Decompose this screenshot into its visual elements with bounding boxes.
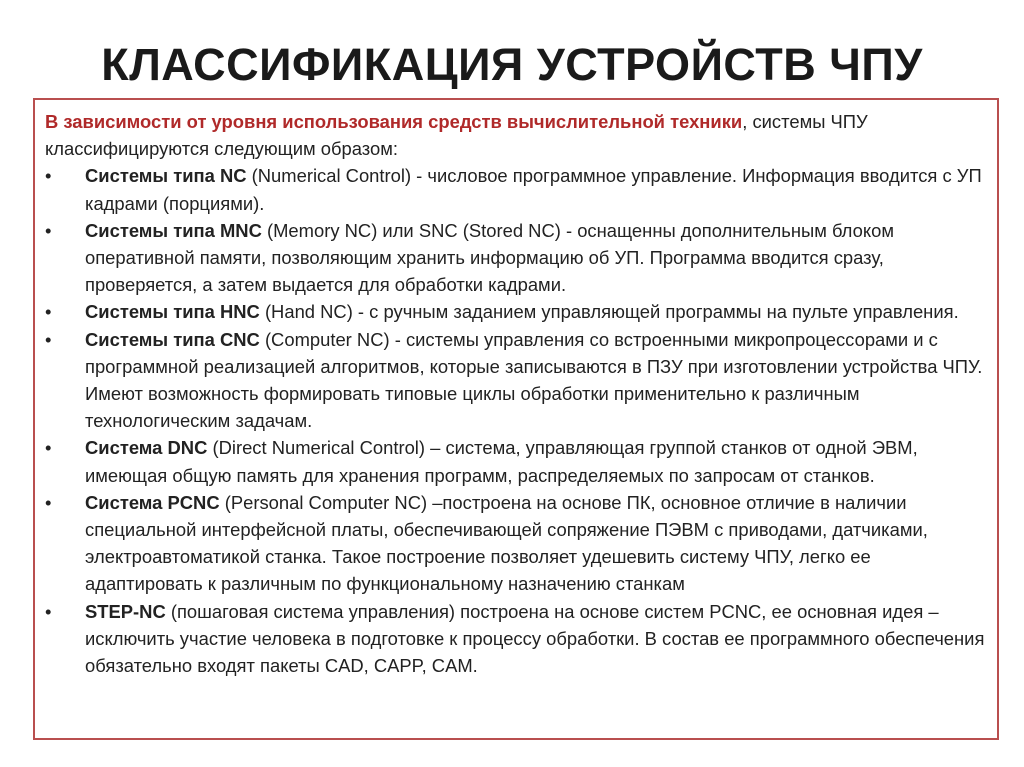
bullet-icon: •: [45, 491, 52, 513]
item-text: (Personal Computer NC) –построена на основе ПК, основное отличие в наличии специальной интерфейсной платы, обеспечивающей сопряжение ПЭВМ с приводами, датчиками, электроавтоматикой станка. Такое построение позволяет удешевить систему ЧПУ, легко ее адаптировать к различным по функциональному назначению станкам: [85, 491, 928, 595]
bullet-icon: •: [45, 165, 52, 187]
list-item-step-nc: [45, 598, 987, 680]
list-item-mnc: [45, 217, 987, 299]
item-term: Системы типа HNC: [85, 301, 260, 323]
item-term: Системы типа MNC: [85, 219, 262, 241]
intro-lead: В зависимости от уровня использования средств вычислительной техники: [45, 111, 743, 132]
list-item-cnc: [45, 326, 987, 435]
bullet-icon: •: [45, 437, 52, 459]
item-term: Системы типа CNC: [85, 328, 260, 350]
item-text: (Direct Numerical Control) – система, управляющая группой станков от одной ЭВМ, имеющая общую память для хранения программ, распределяемых по запросам от станков.: [85, 437, 918, 486]
item-term: STEP-NC: [85, 600, 166, 622]
slide-title: КЛАССИФИКАЦИЯ УСТРОЙСТВ ЧПУ: [101, 39, 923, 90]
bullet-icon: •: [45, 219, 52, 241]
content-box: [33, 98, 999, 740]
item-term: Система DNC: [85, 437, 208, 459]
intro-paragraph: [45, 108, 987, 162]
item-text: (Computer NC) - системы управления со встроенными микропроцессорами и с программной реализацией алгоритмов, которые записываются в ПЗУ при изготовлении устройства ЧПУ. Имеют возможность формировать типовые циклы обработки применительно к различным технологическим задачам.: [85, 328, 983, 432]
list-item-hnc: [45, 298, 987, 325]
bullet-icon: •: [45, 301, 52, 323]
item-term: Система PCNC: [85, 491, 220, 513]
item-text: (Hand NC) - с ручным заданием управляющей программы на пульте управления.: [259, 301, 959, 323]
item-text: (Memory NC) или SNC (Stored NC) - оснащенны дополнительным блоком оперативной памяти, позволяющим хранить информацию об УП. Программа вводится сразу, проверяется, а затем выдается для обработки кадрами.: [85, 219, 894, 296]
intro-rest: , системы ЧПУ классифицируются следующим образом:: [45, 111, 868, 160]
list-item-pcnc: [45, 489, 987, 598]
list-item-dnc: [45, 434, 987, 488]
item-text: (пошаговая система управления) построена на основе систем PCNC, ее основная идея – исключить участие человека в подготовке к процессу обработки. В состав ее программного обеспечения обязательно входят пакеты CAD, CAPP, CAM.: [85, 600, 985, 677]
bullet-icon: •: [45, 328, 52, 350]
list-item-nc: [45, 162, 987, 216]
item-text: (Numerical Control) - числовое программное управление. Информация вводится с УП кадрами (порциями).: [85, 165, 982, 214]
item-term: Системы типа NC: [85, 165, 247, 187]
bullet-icon: •: [45, 600, 52, 622]
classification-list: [45, 162, 987, 679]
